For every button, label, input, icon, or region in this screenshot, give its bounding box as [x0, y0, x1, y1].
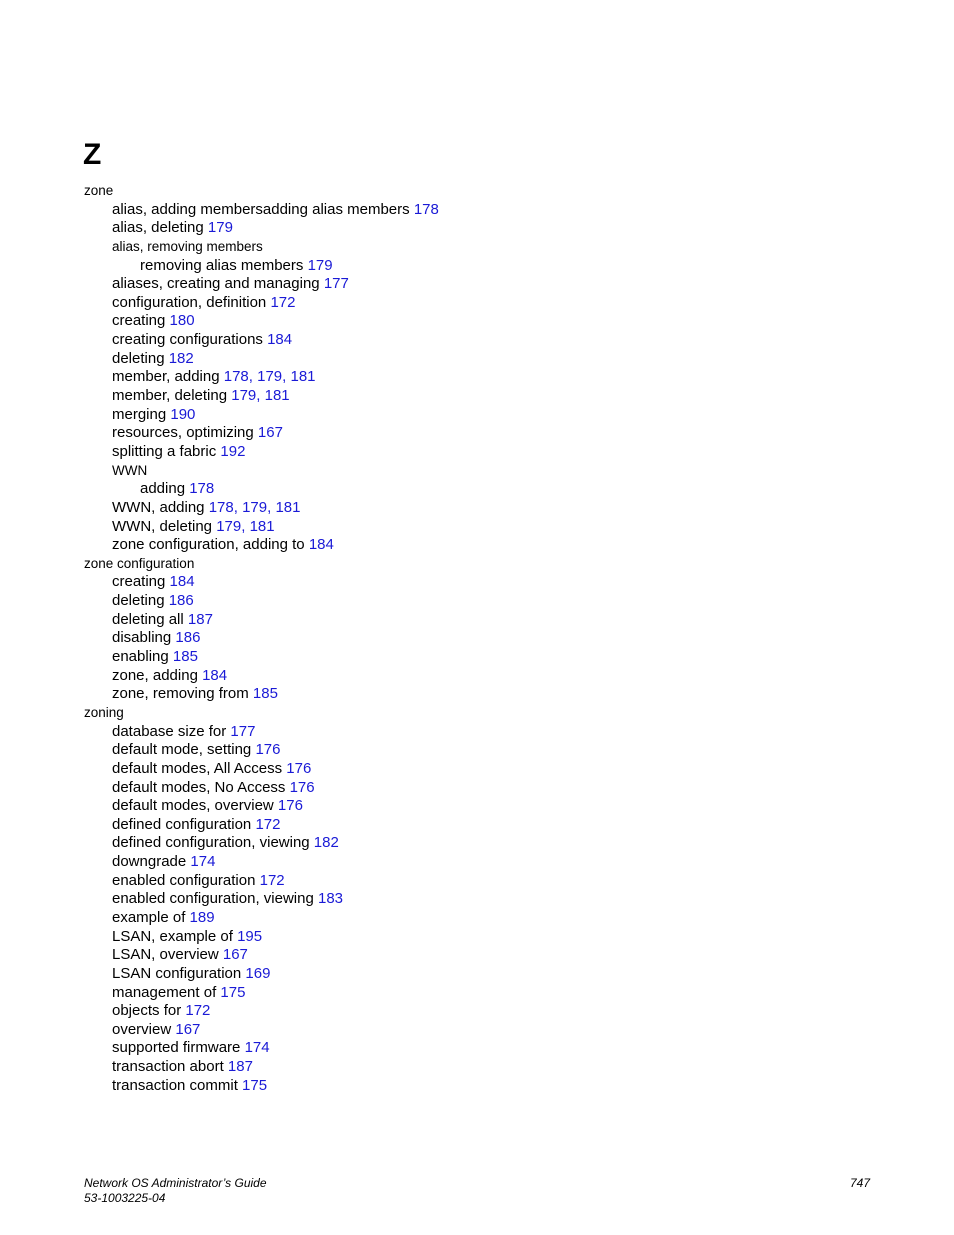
- index-subentry: [84, 536, 884, 555]
- index-subentry: [84, 480, 884, 499]
- entry-text: LSAN configuration: [112, 964, 246, 982]
- entry-text: LSAN, example of: [112, 927, 238, 945]
- page-link[interactable]: 190: [170, 405, 196, 423]
- page-link[interactable]: 192: [220, 442, 246, 460]
- index-subentry: [84, 331, 884, 350]
- index-subentry: [84, 1077, 884, 1096]
- entry-text: deleting all: [112, 610, 188, 628]
- page-link[interactable]: 179: [257, 368, 283, 386]
- index-subentry: [84, 275, 884, 294]
- page-link[interactable]: 167: [222, 946, 248, 964]
- entry-text: defined configuration, viewing: [112, 834, 314, 852]
- page-link[interactable]: 178: [413, 200, 439, 218]
- page-separator: ,: [233, 498, 243, 516]
- page-separator: ,: [282, 368, 291, 386]
- page-link[interactable]: 178: [189, 480, 215, 498]
- entry-text: alias, deleting: [112, 219, 208, 237]
- index-subentry: [84, 667, 884, 686]
- footer-doc-number: 53-1003225-04: [84, 1191, 166, 1205]
- entry-text: resources, optimizing: [112, 424, 258, 442]
- index-subentry: [84, 723, 884, 742]
- page-link[interactable]: 184: [202, 666, 228, 684]
- page-link[interactable]: 179: [307, 256, 333, 274]
- page-link[interactable]: 186: [175, 629, 201, 647]
- index-subentry: [84, 946, 884, 965]
- entry-text: aliases, creating and managing: [112, 275, 324, 293]
- page-link[interactable]: 176: [289, 778, 315, 796]
- page-link[interactable]: 176: [277, 797, 303, 815]
- entry-text: zone: [84, 183, 114, 198]
- page-link[interactable]: 175: [242, 1076, 268, 1094]
- entry-text: enabled configuration, viewing: [112, 890, 318, 908]
- entry-text: downgrade: [112, 853, 191, 871]
- entry-text: zone configuration, adding to: [112, 536, 309, 554]
- entry-text: member, deleting: [112, 387, 232, 405]
- index-subentry: [84, 573, 884, 592]
- index-subentry: [84, 238, 884, 257]
- entry-text: WWN: [112, 462, 148, 478]
- entry-text: transaction abort: [112, 1058, 228, 1076]
- index-subentry: [84, 406, 884, 425]
- entry-text: example of: [112, 908, 190, 926]
- entry-text: splitting a fabric: [112, 442, 221, 460]
- index-subentry: [84, 779, 884, 798]
- index-subentry: [84, 890, 884, 909]
- index-subentry: [84, 816, 884, 835]
- page-link[interactable]: 179: [231, 387, 257, 405]
- page-link[interactable]: 176: [286, 759, 312, 777]
- page-link[interactable]: 180: [169, 312, 195, 330]
- page-link[interactable]: 176: [255, 741, 281, 759]
- entry-text: supported firmware: [112, 1039, 245, 1057]
- page-separator: ,: [248, 368, 258, 386]
- page-link[interactable]: 177: [323, 275, 349, 293]
- index-subentry: [84, 1021, 884, 1040]
- page-link[interactable]: 172: [255, 815, 281, 833]
- index-subentry: [84, 928, 884, 947]
- page-link[interactable]: 172: [259, 871, 285, 889]
- footer-page-number: 747: [849, 1176, 870, 1190]
- index-subentry: [84, 462, 884, 481]
- page-link[interactable]: 181: [249, 517, 275, 535]
- page-link[interactable]: 179: [207, 219, 233, 237]
- entry-text: deleting: [112, 349, 169, 367]
- page-link[interactable]: 184: [308, 536, 334, 554]
- entry-text: deleting: [112, 592, 169, 610]
- index-subentry: [84, 984, 884, 1003]
- index-subentry: [84, 834, 884, 853]
- index-subentry: [84, 760, 884, 779]
- entry-text: merging: [112, 405, 171, 423]
- index-main-term: [84, 704, 884, 723]
- page-link[interactable]: 184: [169, 573, 195, 591]
- index-subentry: [84, 368, 884, 387]
- entry-text: creating: [112, 312, 170, 330]
- index-subentry: [84, 611, 884, 630]
- index-subentry: [84, 518, 884, 537]
- index-subentry: [84, 685, 884, 704]
- page-link[interactable]: 182: [168, 349, 194, 367]
- entry-text: zoning: [84, 704, 124, 720]
- entry-text: defined configuration: [112, 815, 256, 833]
- entry-text: alias, adding membersadding alias members: [112, 200, 414, 218]
- index-subentry: [84, 648, 884, 667]
- index-subentry: [84, 1002, 884, 1021]
- entry-text: disabling: [112, 629, 176, 647]
- index-main-term: [84, 555, 884, 574]
- index-subentry: [84, 499, 884, 518]
- index-subentry: [84, 294, 884, 313]
- index-subentry: [84, 592, 884, 611]
- index-subentry: [84, 629, 884, 648]
- entry-text: enabling: [112, 648, 173, 666]
- page-separator: ,: [256, 387, 265, 405]
- entry-text: default modes, No Access: [112, 778, 290, 796]
- entry-text: removing alias members: [140, 256, 308, 274]
- index-subentry: [84, 872, 884, 891]
- page-link[interactable]: 167: [175, 1020, 201, 1038]
- page-link[interactable]: 186: [168, 592, 194, 610]
- entry-text: adding: [140, 480, 190, 498]
- index-subentry: [84, 201, 884, 220]
- entry-text: zone, adding: [112, 666, 203, 684]
- page-link[interactable]: 179: [216, 517, 242, 535]
- page-link[interactable]: 174: [244, 1039, 270, 1057]
- page-link[interactable]: 181: [264, 387, 290, 405]
- entry-text: management of: [112, 983, 221, 1001]
- entry-text: creating: [112, 573, 170, 591]
- index-subentry: [84, 424, 884, 443]
- page-link[interactable]: 169: [245, 964, 271, 982]
- index-subentry: [84, 741, 884, 760]
- page-link[interactable]: 174: [190, 853, 216, 871]
- index-subentry: [84, 312, 884, 331]
- page-link[interactable]: 178: [223, 368, 249, 386]
- index-subentry: [84, 797, 884, 816]
- index-subentry: [84, 1058, 884, 1077]
- page-link[interactable]: 167: [257, 424, 283, 442]
- entry-text: configuration, definition: [112, 293, 271, 311]
- entry-text: default mode, setting: [112, 741, 256, 759]
- index-subentry: [84, 853, 884, 872]
- entry-text: default modes, All Access: [112, 759, 287, 777]
- page-link[interactable]: 184: [267, 331, 293, 349]
- page-link[interactable]: 177: [230, 722, 256, 740]
- index-subentry: [84, 965, 884, 984]
- page-link[interactable]: 181: [275, 498, 301, 516]
- page-link[interactable]: 182: [313, 834, 339, 852]
- page-link[interactable]: 189: [189, 908, 215, 926]
- page-link[interactable]: 195: [237, 927, 263, 945]
- index-subentry: [84, 257, 884, 276]
- entry-text: creating configurations: [112, 331, 268, 349]
- section-letter: Z: [83, 138, 102, 171]
- index-entries: [84, 182, 884, 1095]
- page-link[interactable]: 187: [227, 1058, 253, 1076]
- page-separator: ,: [241, 517, 250, 535]
- entry-text: member, adding: [112, 368, 224, 386]
- entry-text: LSAN, overview: [112, 946, 223, 964]
- entry-text: transaction commit: [112, 1076, 243, 1094]
- entry-text: database size for: [112, 722, 231, 740]
- entry-text: zone configuration: [84, 555, 195, 571]
- page-link[interactable]: 183: [317, 890, 344, 908]
- entry-text: overview: [112, 1020, 176, 1038]
- index-main-term: [84, 182, 884, 201]
- page-link[interactable]: 179: [242, 498, 268, 516]
- footer-title: Network OS Administrator’s Guide: [84, 1176, 267, 1190]
- index-subentry: [84, 909, 884, 928]
- entry-text: WWN, adding: [112, 498, 209, 516]
- page-link[interactable]: 185: [252, 685, 278, 703]
- page-link[interactable]: 175: [220, 983, 246, 1001]
- page-link[interactable]: 187: [187, 610, 213, 628]
- page-separator: ,: [267, 498, 276, 516]
- page-link[interactable]: 172: [270, 293, 296, 311]
- page-link[interactable]: 178: [208, 498, 234, 516]
- page-link[interactable]: 185: [172, 648, 198, 666]
- index-subentry: [84, 1039, 884, 1058]
- index-subentry: [84, 387, 884, 406]
- page-link[interactable]: 181: [290, 368, 316, 386]
- index-subentry: [84, 350, 884, 369]
- entry-text: WWN, deleting: [112, 517, 217, 535]
- index-subentry: [84, 219, 884, 238]
- entry-text: zone, removing from: [112, 685, 253, 703]
- page-link[interactable]: 172: [185, 1002, 211, 1020]
- entry-text: objects for: [112, 1002, 186, 1020]
- entry-text: enabled configuration: [112, 871, 260, 889]
- index-subentry: [84, 443, 884, 462]
- entry-text: alias, removing members: [112, 238, 263, 254]
- entry-text: default modes, overview: [112, 797, 278, 815]
